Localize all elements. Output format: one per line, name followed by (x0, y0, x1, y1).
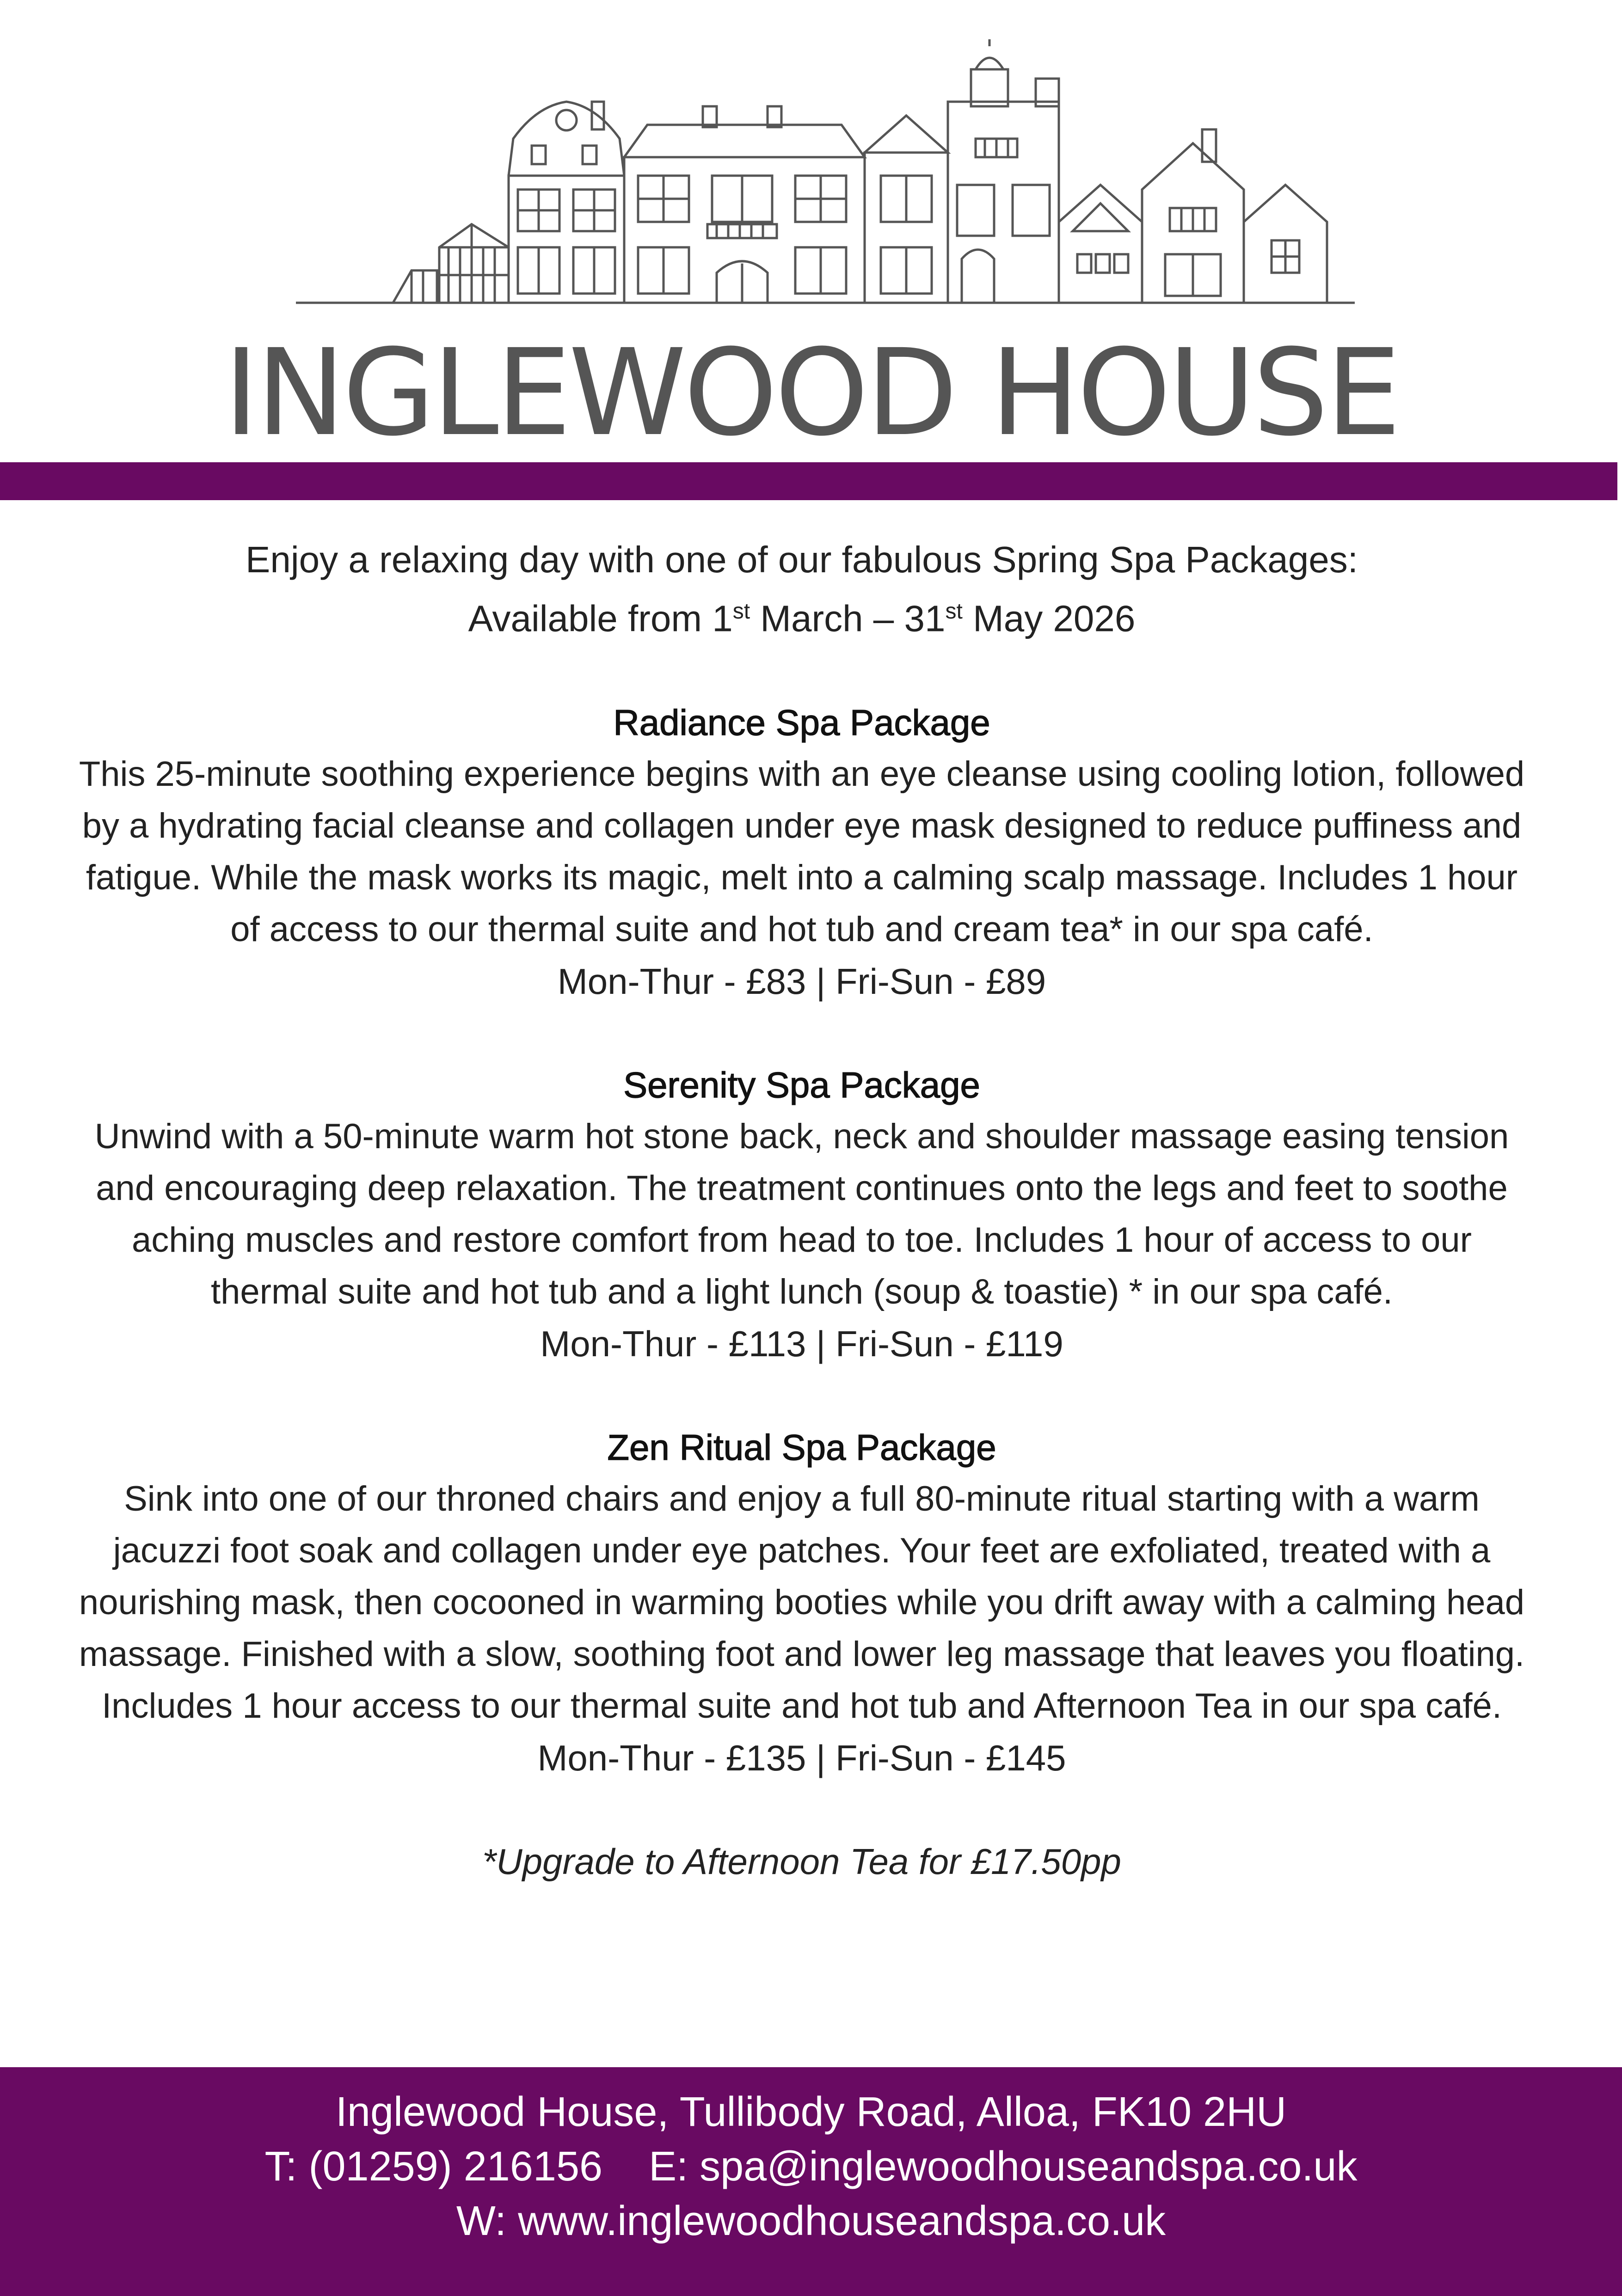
availability-prefix: Available from 1 (468, 598, 733, 639)
footer (0, 2067, 1622, 2296)
footer-contact (0, 2085, 1622, 2248)
footer-phone: T: (01259) 216156 (264, 2143, 603, 2190)
package-description: Sink into one of our throned chairs and enjoy a full 80-minute ritual starting with a warm jacuzzi foot soak and collagen under eye patches. Your feet are exfoliated, treated with a nourishing mask, then cocooned in warming booties while you drift away with a calming head massage. Finished with a slow, soothing foot and lower leg massage that leaves you floating. Includes 1 hour access to our thermal suite and hot tub and Afternoon Tea in our spa café. (79, 1479, 1525, 1726)
main-content (74, 534, 1530, 1887)
package-price: Mon-Thur - £135 | Fri-Sun - £145 (537, 1737, 1066, 1778)
package-description: Unwind with a 50-minute warm hot stone back, neck and shoulder massage easing tension and encouraging deep relaxation. The treatment continues onto the legs and feet to soothe aching muscles and restore comfort from head to toe. Includes 1 hour of access to our thermal suite and hot tub and a light lunch (soup & toastie) * in our spa café. (94, 1116, 1509, 1311)
footer-address: Inglewood House, Tullibody Road, Alloa, FK10 2HU (335, 2089, 1287, 2135)
country-house-illustration (296, 37, 1355, 314)
footer-email-link[interactable]: E: spa@inglewoodhouseandspa.co.uk (649, 2143, 1358, 2190)
package-price: Mon-Thur - £83 | Fri-Sun - £89 (557, 961, 1046, 1002)
package-title: Zen Ritual Spa Package (607, 1427, 996, 1468)
top-accent-band (0, 462, 1617, 500)
package-zen-ritual (74, 1421, 1530, 1784)
package-serenity (74, 1059, 1530, 1370)
ordinal-suffix: st (732, 599, 750, 624)
availability-suffix: May 2026 (962, 598, 1136, 639)
availability-line (74, 586, 1530, 645)
package-price: Mon-Thur - £113 | Fri-Sun - £119 (540, 1323, 1063, 1364)
brand-name: INGLEWOOD HOUSE (223, 324, 1399, 462)
package-radiance (74, 697, 1530, 1007)
availability-middle: March – 31 (750, 598, 946, 639)
upgrade-note: *Upgrade to Afternoon Tea for £17.50pp (482, 1841, 1121, 1882)
footer-website-link[interactable]: W: www.inglewoodhouseandspa.co.uk (456, 2198, 1166, 2244)
logo-area (0, 0, 1622, 462)
ordinal-suffix: st (945, 599, 963, 624)
intro-line: Enjoy a relaxing day with one of our fabulous Spring Spa Packages: (246, 539, 1358, 580)
footer-phone-email (0, 2139, 1622, 2194)
package-title: Radiance Spa Package (613, 702, 990, 743)
package-description: This 25-minute soothing experience begins with an eye cleanse using cooling lotion, followed by a hydrating facial cleanse and collagen under eye mask designed to reduce puffiness and fatigue. While the mask works its magic, melt into a calming scalp massage. Includes 1 hour of access to our thermal suite and hot tub and cream tea* in our spa café. (79, 754, 1525, 949)
package-title: Serenity Spa Package (623, 1064, 980, 1105)
